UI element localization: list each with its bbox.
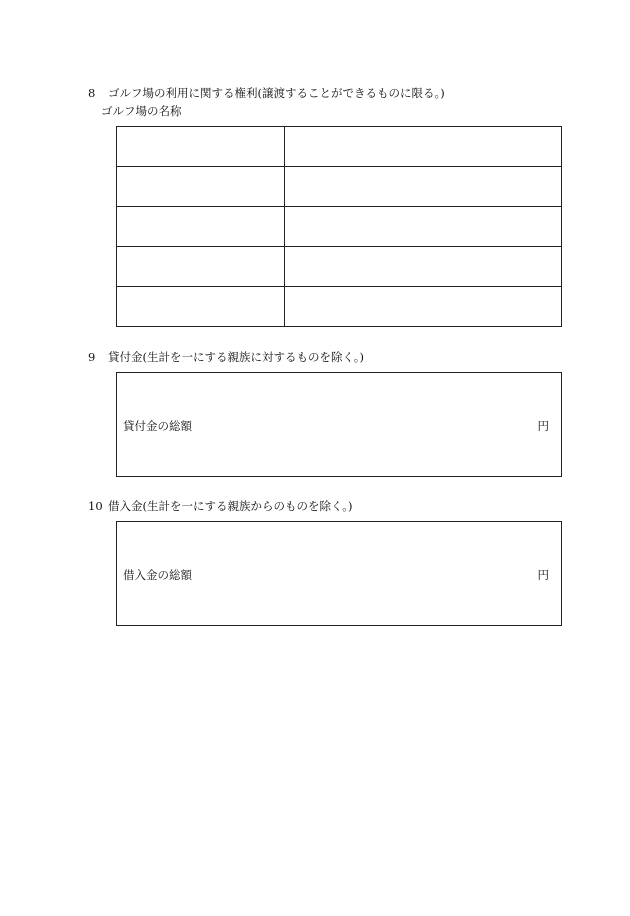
table-row — [117, 247, 562, 287]
table-cell[interactable] — [285, 287, 562, 327]
loan-receivable-box — [116, 372, 562, 477]
table-cell[interactable] — [117, 207, 285, 247]
table-cell[interactable] — [285, 127, 562, 167]
golf-course-table — [116, 126, 562, 327]
yen-unit: 円 — [537, 419, 549, 433]
section-9-title: 貸付金(生計を一にする親族に対するものを除く。) — [108, 350, 364, 364]
section-8-number: 8 — [88, 86, 96, 100]
section-9-number: 9 — [88, 350, 96, 364]
table-cell[interactable] — [285, 167, 562, 207]
table-row — [117, 207, 562, 247]
section-8-title: ゴルフ場の利用に関する権利(譲渡することができるものに限る。) — [108, 86, 445, 100]
table-row — [117, 287, 562, 327]
loan-receivable-total-label: 貸付金の総額 — [123, 419, 192, 433]
section-9-heading — [88, 349, 364, 365]
table-cell[interactable] — [117, 127, 285, 167]
table-row — [117, 127, 562, 167]
golf-course-name-label: ゴルフ場の名称 — [101, 104, 182, 118]
borrowings-box — [116, 521, 562, 626]
table-cell[interactable] — [117, 247, 285, 287]
borrowings-total-label: 借入金の総額 — [123, 568, 192, 582]
section-8-heading — [88, 85, 445, 101]
section-10-heading — [88, 498, 353, 514]
table-cell[interactable] — [117, 167, 285, 207]
table-row — [117, 167, 562, 207]
table-cell[interactable] — [285, 247, 562, 287]
table-cell[interactable] — [117, 287, 285, 327]
yen-unit: 円 — [537, 568, 549, 582]
section-10-title: 借入金(生計を一にする親族からのものを除く。) — [108, 499, 353, 513]
table-cell[interactable] — [285, 207, 562, 247]
section-10-number: 10 — [88, 499, 103, 513]
